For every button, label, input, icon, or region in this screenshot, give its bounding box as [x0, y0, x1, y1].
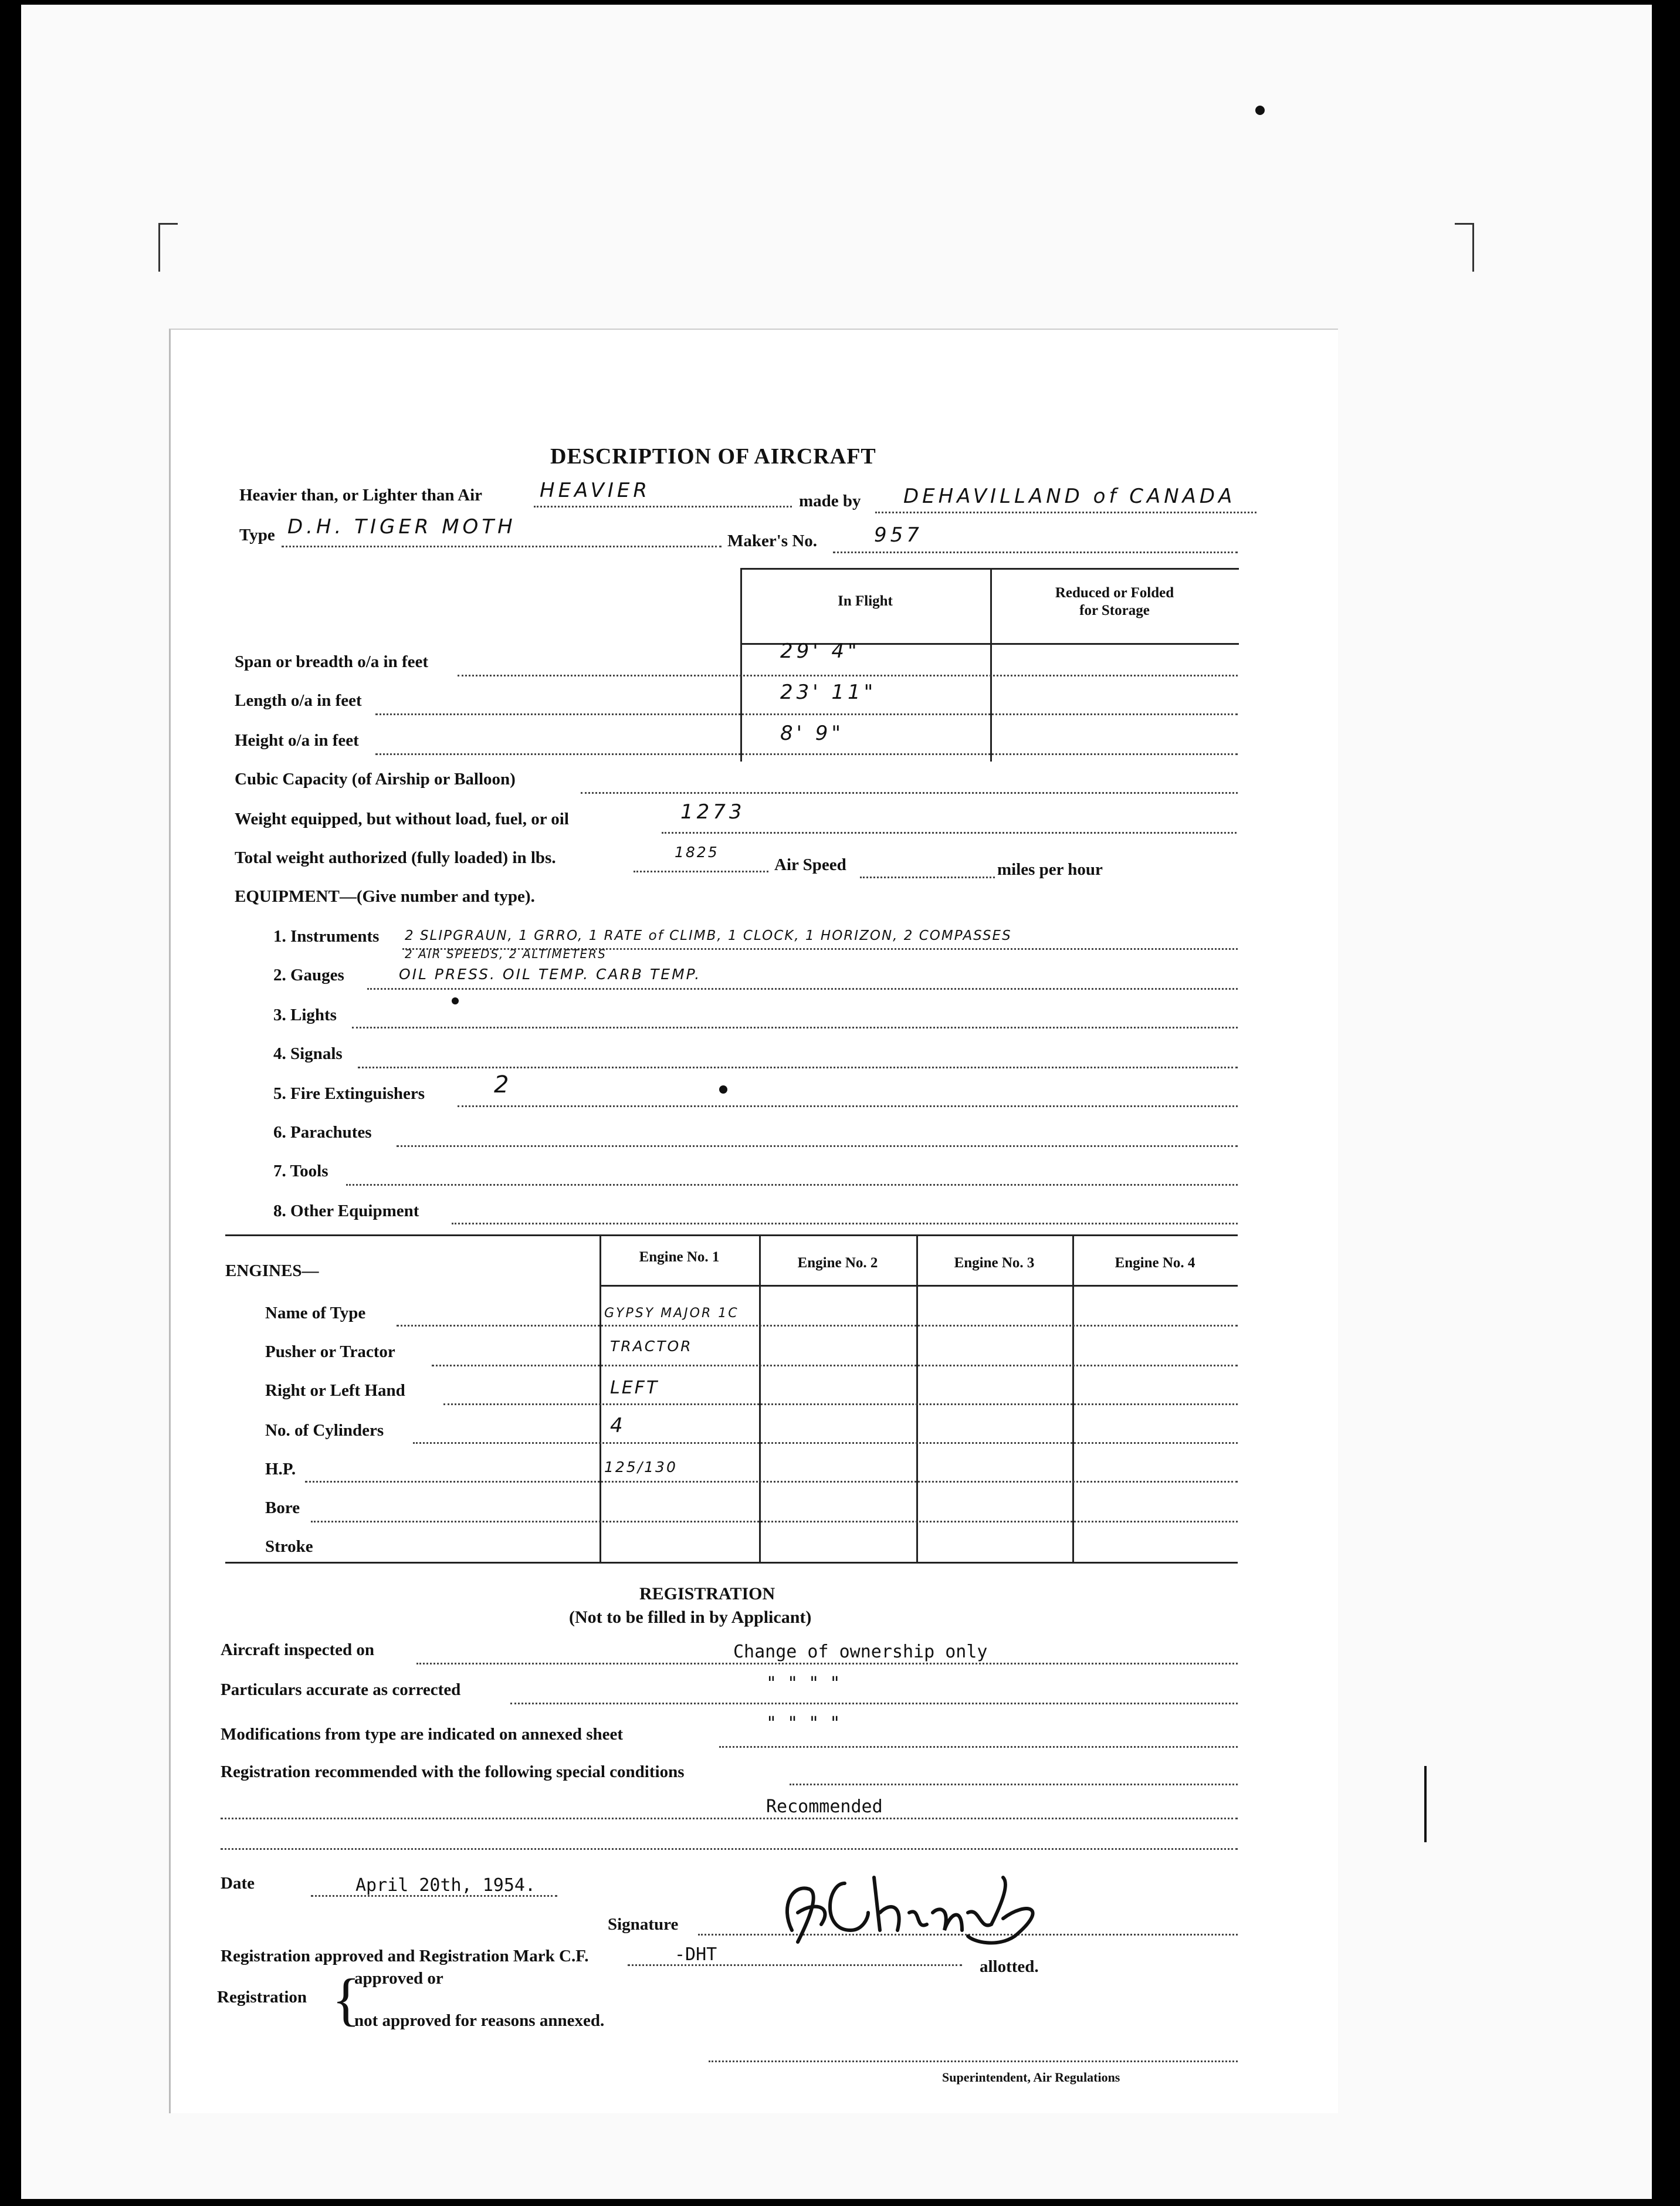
- equipment-heading: EQUIPMENT—(Give number and type).: [235, 887, 535, 906]
- engine1-cylinders: 4: [610, 1414, 626, 1437]
- scan-line: [1424, 1766, 1427, 1842]
- allotted-label: allotted.: [980, 1957, 1039, 1976]
- crop-mark-top-right: [1455, 223, 1474, 272]
- modifications-value: " " " ": [766, 1713, 841, 1734]
- engine-row-label: Bore: [265, 1498, 300, 1517]
- engine-col-2: Engine No. 2: [797, 1255, 878, 1271]
- cubic-label: Cubic Capacity (of Airship or Balloon): [235, 770, 516, 789]
- makers-no-label: Maker's No.: [727, 532, 818, 550]
- instruments-value: 2 SLIPGRAUN, 1 GRRO, 1 RATE of CLIMB, 1 CLOCK, 1 HORIZON, 2 COMPASSES: [405, 928, 1012, 943]
- col-in-flight: In Flight: [838, 593, 893, 609]
- handwritten-signature: [757, 1848, 1062, 1965]
- crop-mark-top-left: [158, 223, 178, 272]
- weight-equipped-label: Weight equipped, but without load, fuel, or oil: [235, 810, 569, 828]
- engine-row-label: Stroke: [265, 1537, 313, 1556]
- approved-label: Registration approved and Registration Mark C.F.: [221, 1947, 589, 1965]
- scan-speck: [1255, 106, 1265, 115]
- type-label: Type: [239, 526, 275, 544]
- equipment-item-label: 6. Parachutes: [273, 1123, 372, 1142]
- engine-row-label: Pusher or Tractor: [265, 1342, 395, 1361]
- approved-or: approved or: [354, 1969, 443, 1988]
- makers-no-value: 957: [874, 523, 923, 547]
- signature-label: Signature: [608, 1915, 679, 1934]
- span-value: 29' 4": [780, 640, 861, 663]
- col-reduced-line2: for Storage: [1079, 603, 1150, 618]
- engines-heading: ENGINES—: [225, 1261, 319, 1280]
- date-label: Date: [221, 1874, 255, 1893]
- registration-label: Registration: [217, 1988, 307, 2007]
- equipment-item-label: 1. Instruments: [273, 927, 380, 946]
- air-speed-label: Air Speed: [774, 855, 846, 874]
- brace: {: [332, 1967, 360, 2032]
- recommended-label: Registration recommended with the following special conditions: [221, 1762, 685, 1781]
- particulars-value: " " " ": [766, 1673, 841, 1694]
- heavier-label: Heavier than, or Lighter than Air: [239, 486, 483, 505]
- length-value: 23' 11": [780, 681, 877, 704]
- inspected-label: Aircraft inspected on: [221, 1640, 375, 1659]
- total-weight-label: Total weight authorized (fully loaded) in lbs.: [235, 848, 556, 867]
- particulars-label: Particulars accurate as corrected: [221, 1680, 461, 1699]
- equipment-item-label: 5. Fire Extinguishers: [273, 1084, 425, 1103]
- registration-subheading: (Not to be filled in by Applicant): [569, 1608, 812, 1627]
- equipment-item-label: 3. Lights: [273, 1006, 337, 1024]
- weight-equipped-value: 1273: [680, 800, 746, 824]
- fire-extinguishers-value: 2: [494, 1071, 513, 1098]
- engine-col-1: Engine No. 1: [639, 1249, 720, 1265]
- made-by-value: DEHAVILLAND of CANADA: [903, 485, 1236, 508]
- engine-row-label: Right or Left Hand: [265, 1381, 405, 1400]
- dim-row-label: Length o/a in feet: [235, 691, 362, 710]
- not-approved: not approved for reasons annexed.: [354, 2011, 605, 2030]
- engine-col-4: Engine No. 4: [1115, 1255, 1195, 1271]
- engine1-hand: LEFT: [610, 1378, 659, 1398]
- type-value: D.H. TIGER MOTH: [287, 515, 516, 539]
- engine-row-label: H.P.: [265, 1460, 296, 1478]
- dim-row-label: Span or breadth o/a in feet: [235, 652, 429, 671]
- engine1-hp: 125/130: [604, 1459, 678, 1476]
- engine1-type: GYPSY MAJOR 1C: [604, 1306, 739, 1321]
- scan-speck: [452, 997, 459, 1004]
- col-reduced-line1: Reduced or Folded: [1055, 585, 1174, 601]
- approved-mark: -DHT: [675, 1944, 717, 1965]
- equipment-item-label: 8. Other Equipment: [273, 1202, 419, 1220]
- engine-row-label: Name of Type: [265, 1304, 366, 1322]
- total-weight-value: 1825: [675, 844, 719, 861]
- modifications-label: Modifications from type are indicated on annexed sheet: [221, 1725, 624, 1744]
- equipment-item-label: 4. Signals: [273, 1044, 343, 1063]
- superintendent-label: Superintendent, Air Regulations: [942, 2070, 1120, 2085]
- engine1-pusher-tractor: TRACTOR: [610, 1338, 693, 1355]
- mph-label: miles per hour: [997, 860, 1103, 879]
- dim-row-label: Height o/a in feet: [235, 731, 359, 750]
- engine-row-label: No. of Cylinders: [265, 1421, 384, 1440]
- gauges-extra-value: 2 AIR SPEEDS, 2 ALTIMETERS: [405, 947, 607, 961]
- height-value: 8' 9": [780, 722, 845, 745]
- equipment-item-label: 7. Tools: [273, 1162, 328, 1180]
- heavier-value: HEAVIER: [540, 479, 651, 502]
- date-value: April 20th, 1954.: [355, 1875, 536, 1896]
- recommended-value: Recommended: [766, 1796, 883, 1817]
- scan-speck: [719, 1085, 727, 1094]
- engine-col-3: Engine No. 3: [954, 1255, 1035, 1271]
- gauges-value: OIL PRESS. OIL TEMP. CARB TEMP.: [399, 966, 702, 983]
- registration-heading: REGISTRATION: [639, 1584, 775, 1603]
- form-title: DESCRIPTION OF AIRCRAFT: [550, 444, 876, 469]
- inspected-value: Change of ownership only: [733, 1642, 988, 1662]
- made-by-label: made by: [799, 492, 861, 510]
- equipment-item-label: 2. Gauges: [273, 966, 344, 984]
